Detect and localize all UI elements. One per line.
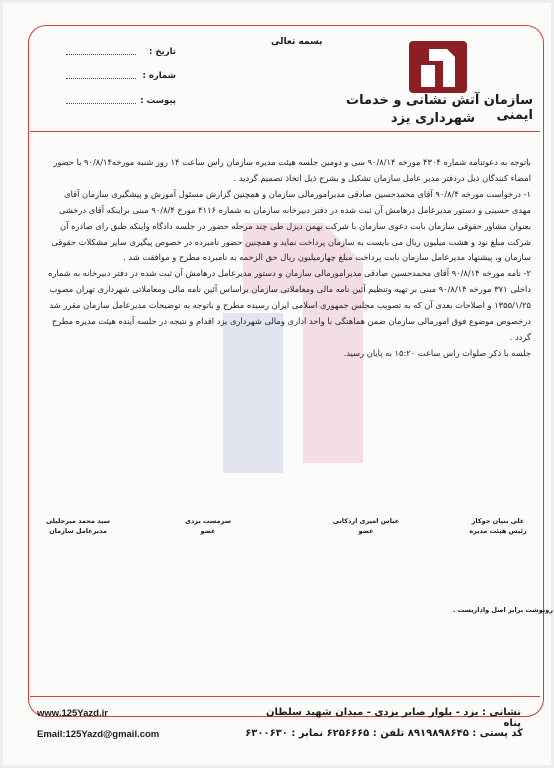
number-field: شماره : [66, 71, 176, 81]
certified-copy-note: رونوشت برابر اصل واداریست . [452, 606, 553, 614]
basmala: بسمه تعالی [271, 37, 323, 47]
footer-postal-phone: کد پستی : ۸۹۱۹۸۹۸۶۴۵ تلفن : ۶۲۵۶۶۶۵ نمابر : ۶۳۰۰۶۳۰ [245, 728, 523, 739]
signature-member-2: سرمست یزدی عضو [185, 517, 231, 535]
intro-paragraph: باتوجه به دعوتنامه شماره ۴۳۰۴ مورخه ۹۰/۸/۱۴ سی و دومین جلسه هیئت مدیره سازمان راس ساعت ۱۴ روز شنبه مورخه۹۰/۸/۱۴ با حضور امضاء کنندگان ذیل دردفتر مدیر عامل سازمان تشکیل و بشرح ذیل اتخاذ تصمیم گردید . [53, 157, 531, 183]
footer-address: نشانی : یزد - بلوار صابر یزدی - میدان شهید سلطان پناه [266, 707, 521, 729]
footer-website: www.125Yazd.ir [37, 708, 108, 719]
footer-email: Email:125Yazd@gmail.com [37, 729, 160, 740]
org-subtitle: شهرداری یزد [390, 111, 476, 126]
attachment-field: پیوست : [66, 96, 176, 106]
fire-department-logo-icon [409, 41, 467, 93]
letter-sheet [3, 3, 551, 765]
minutes-body [46, 155, 531, 362]
org-name: سازمان آتش نشانی و خدمات ایمنی [346, 93, 533, 123]
item-2-paragraph: ۲- نامه مورخه ۹۰/۸/۱۴ آقای محمدحسین صادقی مدیرامورمالی سازمان و دستور مدیرعامل درهامش آن ثبت شده در دفتر دبیرخانه به شماره داخلی ۳۷۱ مورخه ۹۰/۸/۱۴ مبنی بر تهیه وتنظیم آئین نامه مالی ومعاملاتی سازمان براساس آئین نامه مالی ومعاملاتی شهرداری تهران مصوب ۱۳۵۵/۱/۲۵ و اصلاحات بعدی آن که به تصویب مجلس جمهوری اسلامی ایران رسیده مطرح و باتوجه به توضیحات مدیرعامل سازمان مقرر شد درخصوص موضوع فوق امورمالی سازمان ضمن هماهنگی با واحد اداری ومالی شهرداری یزد اقدام و نتیجه در جلسه آینده هیئت مدیره مطرح گردد . [48, 268, 531, 342]
signature-ceo: سید محمد میرجلیلی مدیرعامل سازمان [45, 517, 111, 535]
date-field: تاریخ : [66, 47, 176, 57]
signature-chairman: علی بنیان جوکار رئیس هیئت مدیره [469, 517, 527, 535]
footer-divider [30, 696, 540, 697]
item-1-paragraph: ۱- درخواست مورخه ۹۰/۸/۴ آقای محمدحسین صادقی مدیرامورمالی سازمان و همچنین گزارش مسئول آموزش و پیشگیری سازمان آقای مهدی حسینی و دستور مدیرعامل درهامش آن ثبت شده در دفتر دبیرخانه سازمان به شماره ۴۱۱۶ مورخ ۹۰/۸/۴ مبنی براینکه آقای درخشی بعنوان مشاور حقوقی سازمان بابت دعوی سازمان با شرکت بهمن دیزل طی چند مرحله حضور در جلسه دادگاه واینکه طبق رای صادره آن شرکت مبلغ نود و هشت میلیون ریال می بایست به سازمان پرداخت نماید و همچنین حضور نامبرده در خصوص پیگیری سایر مشکلات حقوقی سازمان و، پیشنهاد مدیرعامل سازمان بابت پرداخت مبلغ چهارمیلیون ریال حق الزحمه به نامبرده مطرح و موافقت شد . [51, 188, 531, 263]
signature-member-1: عباس امیری اردکانی عضو [332, 517, 400, 535]
header-divider [30, 131, 540, 132]
closing-paragraph: جلسه با ذکر صلوات راس ساعت ۱۵:۲۰ به پایان رسید. [343, 347, 531, 358]
